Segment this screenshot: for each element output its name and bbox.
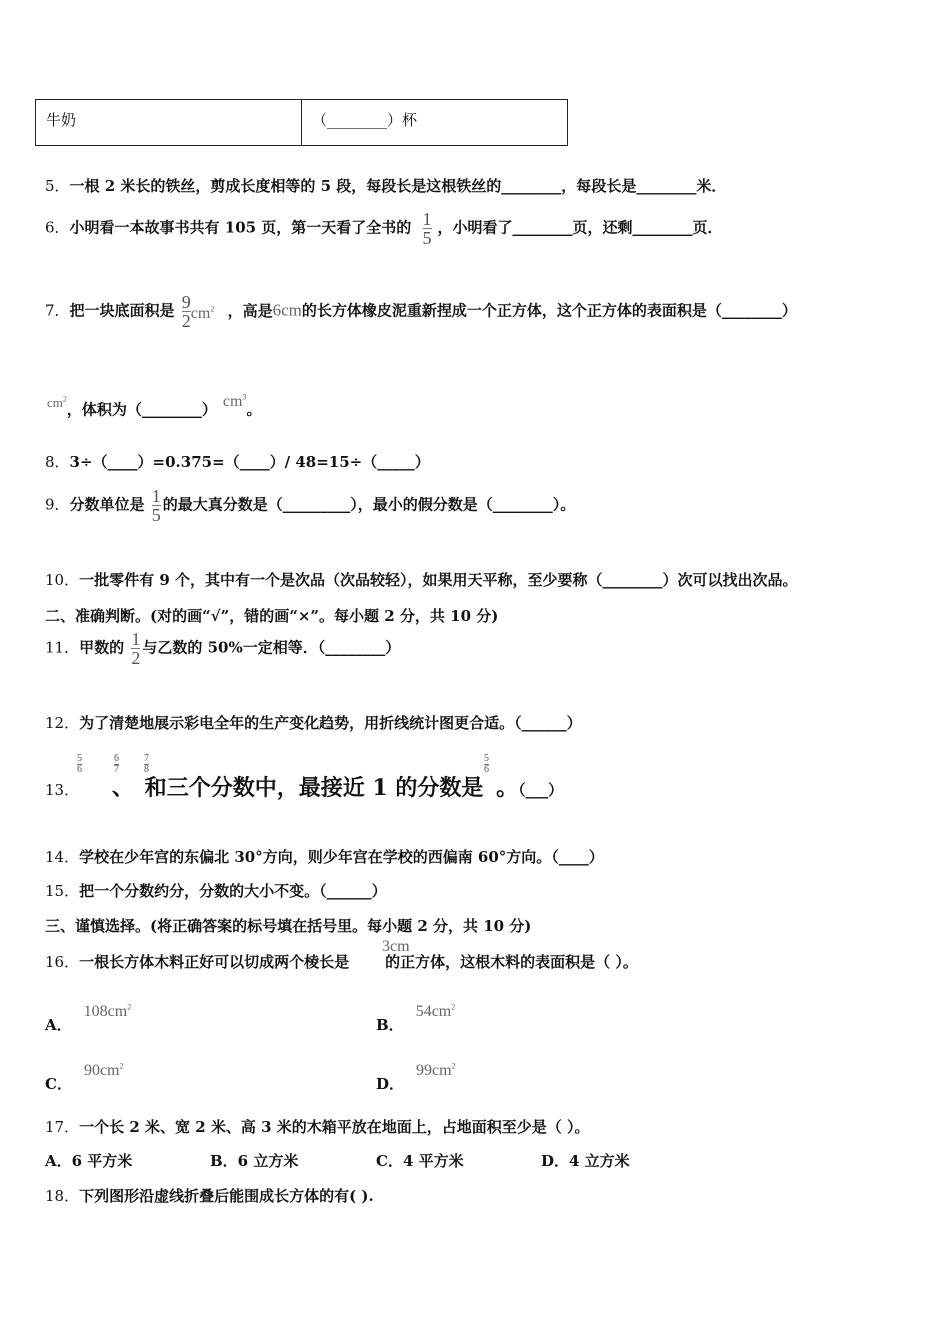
fraction-denominator: 7 [114, 764, 119, 775]
option-a[interactable] [45, 1000, 132, 1034]
question-12 [45, 713, 582, 733]
question-number: 7． [45, 301, 70, 320]
question-text-continued: 的最大真分数是（_________），最小的假分数是（________）。 [162, 495, 576, 514]
fraction [152, 487, 161, 524]
option-a[interactable]: A．6 平方米 [45, 1152, 133, 1170]
question-number: 18． [45, 1187, 80, 1205]
question-text: 一根 2 米长的铁丝，剪成长度相等的 5 段，每段长是这根铁丝的________，每段长是________米． [69, 177, 727, 195]
option-label: A． [45, 1016, 72, 1034]
fraction-denominator: 2 [181, 311, 191, 331]
question-7 [45, 293, 797, 330]
table-cell-item: 牛奶 [36, 100, 302, 146]
question-text: 一批零件有 9 个，其中有一个是次品（次品较轻），如果用天平称，至少要称（________）次可以找出次品。 [79, 571, 798, 589]
option-label: B． [376, 1016, 404, 1034]
option-b[interactable] [376, 1000, 456, 1034]
question-text-continued: 与乙数的 50%一定相等．（________） [142, 638, 401, 657]
question-number: 15． [45, 882, 80, 900]
question-number: 17． [45, 1118, 80, 1136]
fraction-numerator: 1 [422, 209, 432, 229]
question-5 [45, 176, 726, 196]
question-text: 分数单位是 [69, 495, 145, 514]
question-number: 10． [45, 571, 80, 589]
question-end: 。 [246, 400, 262, 419]
question-text: ，体积为（________） [66, 400, 217, 419]
option-c[interactable] [45, 1059, 124, 1093]
question-9 [45, 487, 575, 524]
fraction-numerator: 9 [181, 292, 191, 312]
question-text-continued: 的正方体，这根木料的表面积是（ ）。 [385, 953, 638, 971]
fraction-denominator: 6 [484, 764, 489, 775]
separator: 和 [144, 775, 167, 801]
question-number: 14． [45, 848, 80, 866]
question-text: 学校在少年宫的东偏北 30°方向，则少年宫在学校的西偏南 60°方向。（____） [79, 848, 604, 866]
fraction [131, 630, 140, 667]
question-text: 为了清楚地展示彩电全年的生产变化趋势，用折线统计图更合适。（______） [79, 714, 582, 732]
question-text: 把一个分数约分，分数的大小不变。（______） [79, 882, 387, 900]
option-value: $54cm^2$ [415, 1002, 456, 1020]
question-7-line-2 [47, 393, 262, 420]
option-c[interactable]: C．4 平方米 [376, 1152, 464, 1170]
option-value: $90cm^2$ [83, 1061, 124, 1079]
question-text: 三个分数中，最接近 1 的分数是 [166, 775, 484, 801]
question-number: 6． [45, 218, 70, 237]
question-text: 一个长 2 米、宽 2 米、高 3 米的木箱平放在地面上，占地面积至少是（ ）。 [79, 1118, 590, 1136]
fraction-numerator: 1 [151, 486, 161, 506]
fraction-numerator: 1 [131, 629, 141, 649]
question-text: 3÷（____）=0.375=（____）/ 48=15÷（_____） [69, 453, 430, 471]
answer-blank: （___） [518, 781, 564, 799]
question-16 [45, 952, 638, 972]
fraction-denominator: 5 [422, 228, 432, 248]
fraction [423, 210, 432, 247]
question-18 [45, 1186, 374, 1206]
volume-unit: $cm^3$ [222, 393, 247, 411]
option-value: $108cm^2$ [83, 1002, 132, 1020]
option-label: D． [376, 1075, 405, 1093]
question-10 [45, 570, 797, 590]
separator: 、 [111, 775, 134, 801]
question-17 [45, 1117, 589, 1137]
option-label: C． [45, 1075, 72, 1093]
option-d[interactable] [376, 1059, 456, 1093]
question-number: 12． [45, 714, 80, 732]
fraction [484, 754, 489, 775]
question-text: 甲数的 [79, 638, 125, 657]
question-text-continued: ，小明看了________页，还剩________页． [437, 218, 723, 237]
question-number: 9． [45, 495, 70, 514]
question-number: 11． [45, 638, 80, 657]
question-text: 一根长方体木料正好可以切成两个棱长是 [79, 953, 350, 971]
milk-table [35, 99, 568, 146]
fraction [182, 293, 191, 330]
fraction-numerator: 6 [114, 753, 119, 764]
area-unit: $cm^2$ [190, 304, 215, 322]
question-text: 把一块底面积是 [69, 301, 175, 320]
fraction-numerator: 7 [144, 753, 149, 764]
area-unit: $cm^2$ [47, 395, 67, 411]
table-cell-answer: （________）杯 [302, 100, 568, 146]
question-15 [45, 881, 387, 901]
fraction-numerator: 5 [77, 753, 82, 764]
fraction-numerator: 5 [484, 753, 489, 764]
fraction-denominator: 5 [151, 505, 161, 525]
question-14 [45, 847, 604, 867]
height-value: 6cm [272, 300, 302, 320]
question-6 [45, 210, 723, 247]
fraction [77, 754, 82, 775]
question-end: 。 [496, 775, 519, 801]
question-8 [45, 452, 430, 472]
edge-length: 3cm [382, 938, 410, 955]
question-text: 下列图形沿虚线折叠后能围成长方体的有( ). [79, 1187, 374, 1205]
question-text-continued: 的长方体橡皮泥重新捏成一个正方体，这个正方体的表面积是（________） [301, 301, 797, 320]
option-b[interactable]: B．6 立方米 [210, 1152, 299, 1170]
option-d[interactable]: D．4 立方米 [541, 1152, 630, 1170]
question-number: 5． [45, 177, 70, 195]
fraction [144, 754, 149, 775]
section-heading-3: 三、谨慎选择。(将正确答案的标号填在括号里。每小题 2 分，共 10 分) [45, 917, 532, 935]
question-number: 13． [45, 781, 80, 799]
question-11 [45, 630, 400, 667]
fraction [114, 754, 119, 775]
table-row [36, 100, 568, 146]
section-heading-2: 二、准确判断。(对的画“√”，错的画“×”。每小题 2 分，共 10 分) [45, 607, 499, 625]
option-value: $99cm^2$ [416, 1061, 456, 1079]
question-13 [45, 775, 563, 803]
question-text: 小明看一本故事书共有 105 页，第一天看了全书的 [69, 218, 412, 237]
question-number: 16． [45, 953, 80, 971]
fraction-denominator: 6 [77, 764, 82, 775]
question-text-mid: ，高是 [227, 301, 273, 320]
fraction-denominator: 8 [144, 764, 149, 775]
fraction-denominator: 2 [131, 648, 141, 668]
question-number: 8． [45, 453, 70, 471]
